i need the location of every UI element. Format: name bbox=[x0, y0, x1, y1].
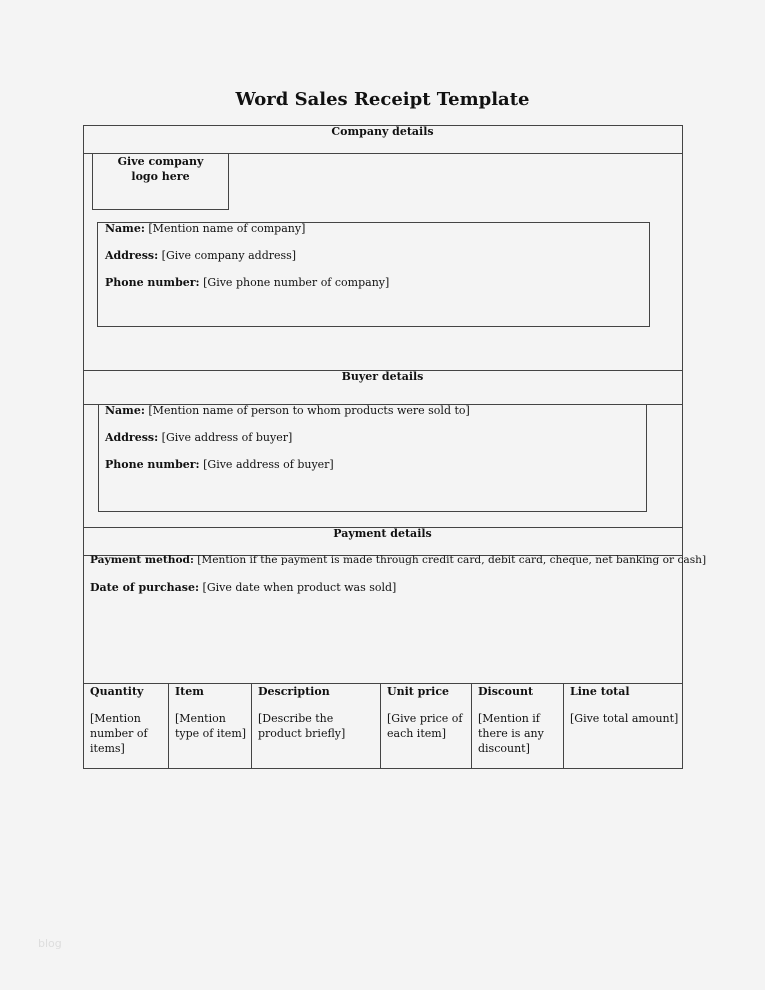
field-label: Payment method: bbox=[90, 554, 194, 566]
payment-details-header: Payment details bbox=[333, 527, 432, 540]
field-value: [Give address of buyer] bbox=[203, 458, 334, 471]
column-divider bbox=[563, 683, 564, 768]
column-divider bbox=[251, 683, 252, 768]
field-value: [Mention name of person to whom products were sold to] bbox=[148, 404, 470, 417]
logo-placeholder-text: Give company logo here bbox=[117, 155, 204, 183]
field-label: Phone number: bbox=[105, 276, 200, 289]
discount-column[interactable] bbox=[478, 684, 550, 756]
field-label: Name: bbox=[105, 404, 145, 417]
field-label: Phone number: bbox=[105, 458, 200, 471]
column-cell: [Mention if there is any discount] bbox=[478, 712, 544, 755]
column-cell: [Give price of each item] bbox=[387, 712, 463, 740]
buyer-details-header: Buyer details bbox=[341, 370, 424, 383]
quantity-column[interactable] bbox=[90, 684, 162, 756]
column-divider bbox=[471, 683, 472, 768]
field-value: [Mention name of company] bbox=[148, 222, 306, 235]
column-header: Item bbox=[175, 685, 204, 698]
company-info-box bbox=[97, 222, 650, 327]
description-column[interactable] bbox=[258, 684, 376, 741]
buyer-address-field[interactable] bbox=[105, 431, 292, 444]
column-cell: [Describe the product briefly] bbox=[258, 712, 346, 740]
company-phone-field[interactable] bbox=[105, 276, 389, 289]
logo-placeholder[interactable] bbox=[92, 153, 229, 210]
column-cell: [Give total amount] bbox=[570, 712, 679, 725]
purchase-date-field[interactable] bbox=[90, 581, 396, 594]
buyer-name-field[interactable] bbox=[105, 404, 470, 417]
payment-method-field[interactable] bbox=[90, 554, 706, 566]
unit-price-column[interactable] bbox=[387, 684, 467, 741]
field-label: Name: bbox=[105, 222, 145, 235]
field-value: [Give phone number of company] bbox=[203, 276, 390, 289]
field-value: [Give address of buyer] bbox=[161, 431, 293, 444]
company-address-field[interactable] bbox=[105, 249, 296, 262]
field-value: [Give company address] bbox=[161, 249, 297, 262]
line-total-column[interactable] bbox=[570, 684, 680, 726]
column-divider bbox=[168, 683, 169, 768]
column-header: Line total bbox=[570, 685, 630, 698]
column-header: Discount bbox=[478, 685, 534, 698]
watermark: blog bbox=[38, 937, 62, 950]
buyer-phone-field[interactable] bbox=[105, 458, 334, 471]
column-divider bbox=[380, 683, 381, 768]
column-cell: [Mention number of items] bbox=[90, 712, 148, 755]
field-value: [Give date when product was sold] bbox=[202, 581, 397, 594]
item-column[interactable] bbox=[175, 684, 247, 741]
column-header: Quantity bbox=[90, 685, 144, 698]
column-header: Description bbox=[258, 685, 330, 698]
field-label: Address: bbox=[105, 431, 159, 444]
column-cell: [Mention type of item] bbox=[175, 712, 247, 740]
field-label: Date of purchase: bbox=[90, 581, 200, 594]
field-value: [Mention if the payment is made through credit card, debit card, cheque, net banking or cash] bbox=[197, 554, 707, 566]
column-header: Unit price bbox=[387, 685, 450, 698]
page-title: Word Sales Receipt Template bbox=[235, 89, 530, 110]
company-details-header: Company details bbox=[331, 125, 434, 138]
field-label: Address: bbox=[105, 249, 159, 262]
company-name-field[interactable] bbox=[105, 222, 305, 235]
